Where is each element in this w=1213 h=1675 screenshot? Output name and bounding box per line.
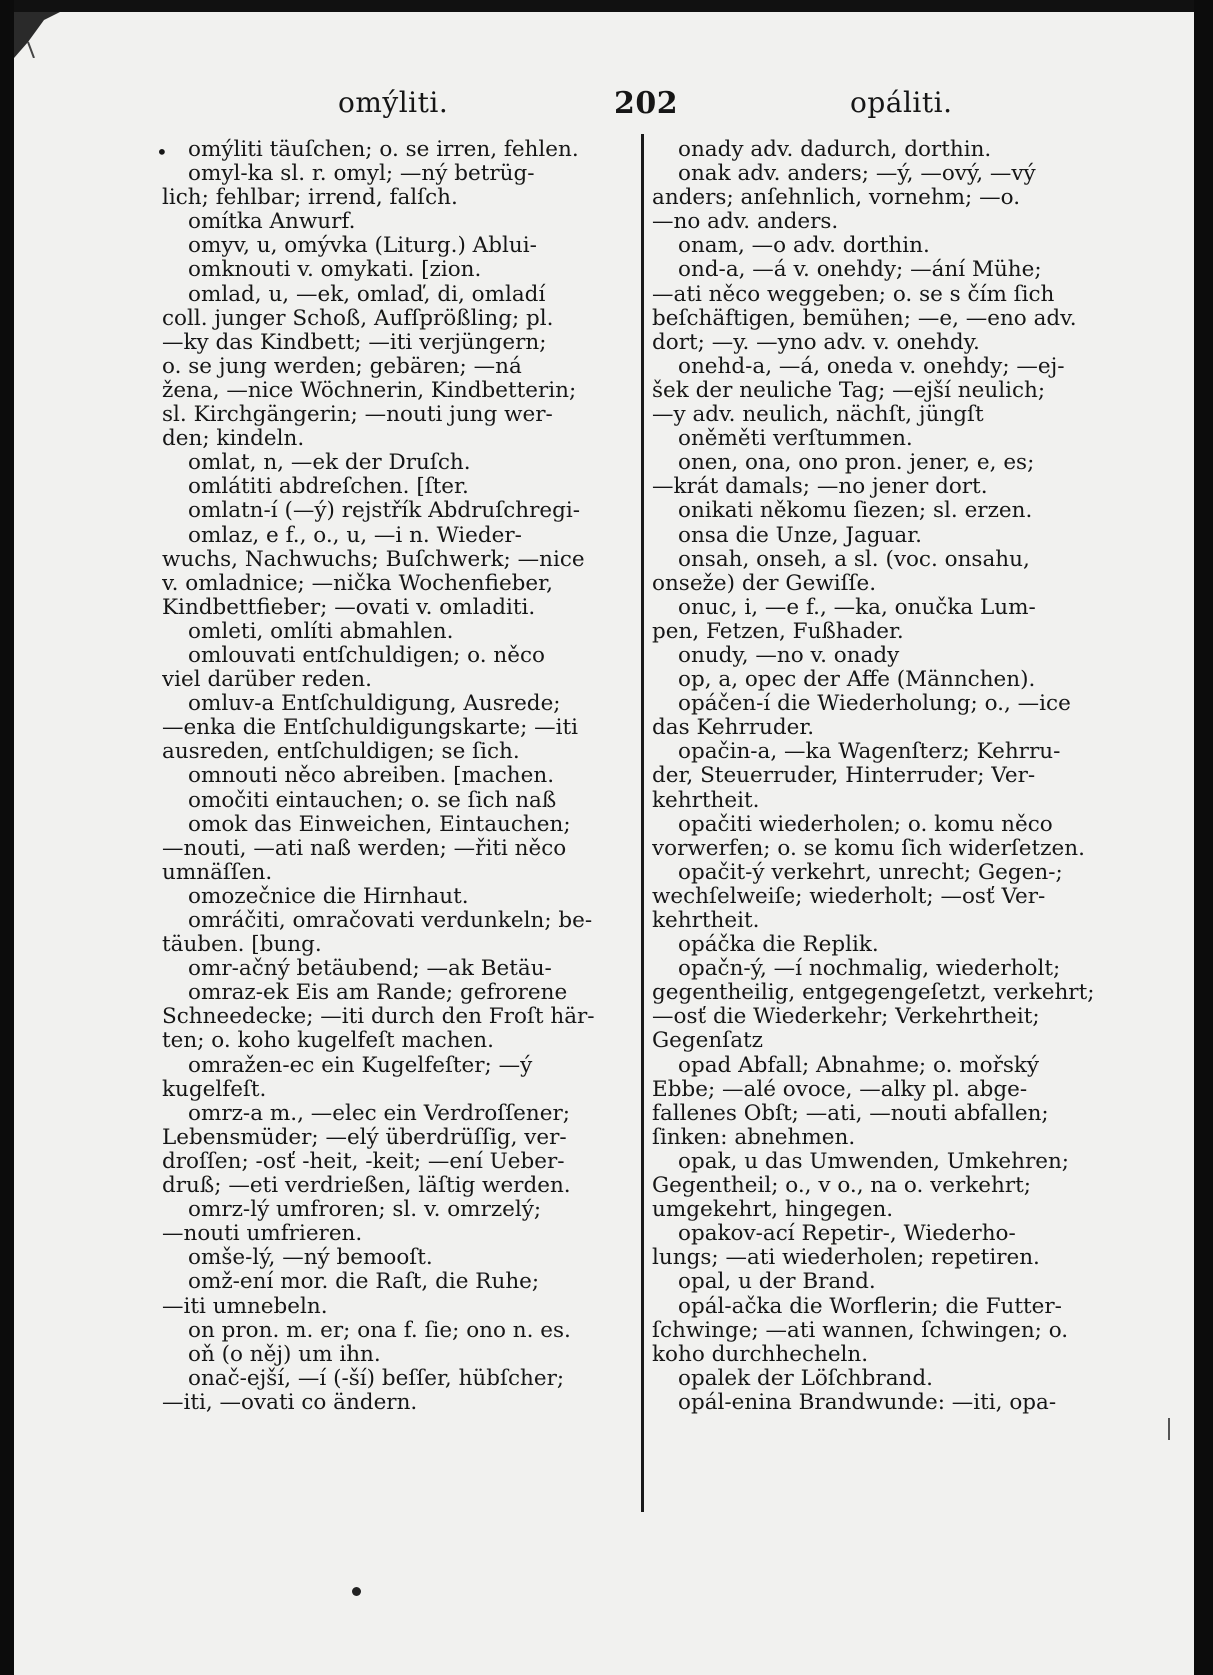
- column-divider: [641, 134, 644, 1512]
- entry-line: opad Abfall; Abnahme; o. mořský: [678, 1053, 1040, 1078]
- entry-line: dort; —y. —yno adv. v. onehdy.: [652, 330, 980, 355]
- entry-line: onady adv. dadurch, dorthin.: [678, 138, 992, 162]
- entry-line: opačiti wiederholen; o. komu něco: [678, 812, 1053, 837]
- entry-line: coll. junger Schoß, Aufſprößling; pl.: [162, 306, 554, 331]
- entry-line: opal, u der Brand.: [678, 1270, 876, 1295]
- entry-line: anders; anſehnlich, vornehm; —o.: [652, 186, 1021, 211]
- entry-line: onsah, onseh, a sl. (voc. onsahu,: [678, 547, 1030, 572]
- entry-line: omýliti täuſchen; o. se irren, fehlen.: [188, 138, 579, 162]
- entry-line: —y adv. neulich, nächſt, jüngſt: [652, 403, 984, 428]
- entry-line: omráčiti, omračovati verdunkeln; be-: [188, 909, 593, 933]
- entry-line: omyl-ka sl. r. omyl; —ný betrüg-: [188, 162, 535, 187]
- entry-line: omše-lý, —ný bemooſt.: [188, 1246, 433, 1271]
- entry-line: omrz-lý umfroren; sl. v. omrzelý;: [188, 1198, 542, 1223]
- entry-line: omlad, u, —ek, omlaď, di, omladí: [188, 282, 546, 307]
- entry-line: šek der neuliche Tag; —ejší neulich;: [652, 378, 1046, 403]
- entry-line: —ky das Kindbett; —iti verjüngern;: [162, 330, 547, 355]
- entry-line: gegentheilig, entgegengeſetzt, verkehrt;: [652, 981, 1095, 1006]
- entry-line: wuchs, Nachwuchs; Buſchwerk; —nice: [162, 547, 585, 572]
- entry-line: omraz-ek Eis am Rande; gefrorene: [188, 981, 568, 1006]
- entry-line: kehrtheit.: [652, 909, 760, 933]
- entry-line: pen, Fetzen, Fußhader.: [652, 619, 904, 644]
- scan-border-left: [0, 0, 14, 1675]
- entry-line: kugelfeſt.: [162, 1077, 267, 1102]
- entry-line: omlatn-í (—ý) rejstřík Abdruſchregi-: [188, 499, 581, 524]
- entry-line: opak, u das Umwenden, Umkehren;: [678, 1149, 1070, 1174]
- margin-bullet-mark: •: [156, 140, 168, 164]
- entry-line: omozečnice die Hirnhaut.: [188, 884, 469, 909]
- entry-line: ausreden, entſchuldigen; se ſich.: [162, 740, 520, 765]
- entry-line: ten; o. koho kugelfeſt machen.: [162, 1029, 494, 1054]
- entry-line: druß; —eti verdrießen, läſtig werden.: [162, 1174, 571, 1199]
- entry-line: —iti umnebeln.: [162, 1294, 328, 1319]
- entry-line: —iti, —ovati co ändern.: [162, 1390, 418, 1415]
- entry-line: —enka die Entſchuldigungskarte; —iti: [162, 716, 579, 741]
- entry-line: onač-ejší, —í (-ší) beſſer, hübſcher;: [188, 1366, 565, 1391]
- entry-line: omleti, omlíti abmahlen.: [188, 619, 454, 644]
- entry-line: opačn-ý, —í nochmalig, wiederholt;: [678, 957, 1061, 982]
- entry-line: onikati někomu ſiezen; sl. erzen.: [678, 499, 1033, 524]
- entry-line: omlouvati entſchuldigen; o. něco: [188, 643, 545, 668]
- entry-line: beſchäftigen, bemühen; —e, —eno adv.: [652, 306, 1077, 331]
- entry-line: omnouti něco abreiben. [machen.: [188, 764, 555, 789]
- entry-line: fallenes Obſt; —ati, —nouti abfallen;: [652, 1101, 1049, 1126]
- entry-line: opačin-a, —ka Wagenſterz; Kehrru-: [678, 740, 1061, 765]
- entry-line: onsa die Unze, Jaguar.: [678, 523, 922, 548]
- entry-line: oněměti verſtummen.: [678, 427, 913, 452]
- entry-line: umgekehrt, hingegen.: [652, 1198, 894, 1223]
- entry-line: omlat, n, —ek der Druſch.: [188, 451, 471, 476]
- entry-line: opáčen-í die Wiederholung; o., —ice: [678, 692, 1071, 717]
- entry-line: Schneedecke; —iti durch den Froſt här-: [162, 1005, 595, 1030]
- entry-line: omrz-a m., —elec ein Verdroſſener;: [188, 1101, 570, 1126]
- entry-line: kehrtheit.: [652, 788, 760, 813]
- entry-line: omražen-ec ein Kugelfeſter; —ý: [188, 1053, 533, 1078]
- entry-line: omlátiti abdreſchen. [ſter.: [188, 475, 469, 500]
- entry-line: droſſen; -osť -heit, -keit; —ení Ueber-: [162, 1149, 565, 1174]
- entry-line: —osť die Wiederkehr; Verkehrtheit;: [652, 1005, 1040, 1030]
- page-dot-mark: [352, 1587, 361, 1596]
- entry-line: opakov-ací Repetir-, Wiederho-: [678, 1222, 1016, 1247]
- entry-line: v. omladnice; —nička Wochenfieber,: [162, 571, 553, 596]
- page-number: 202: [614, 86, 679, 121]
- entry-line: opalek der Löſchbrand.: [678, 1366, 933, 1391]
- entry-line: ſinken: abnehmen.: [652, 1125, 856, 1150]
- entry-line: —nouti umfrieren.: [162, 1222, 363, 1247]
- entry-line: omr-ačný betäubend; —ak Betäu-: [188, 957, 552, 982]
- running-header: [0, 86, 1213, 130]
- entry-line: lungs; —ati wiederholen; repetiren.: [652, 1246, 1040, 1271]
- entry-line: onam, —o adv. dorthin.: [678, 234, 930, 259]
- entry-line: umnäſſen.: [162, 860, 273, 885]
- entry-line: —no adv. anders.: [652, 210, 839, 235]
- margin-pencil-mark: [1168, 1418, 1170, 1440]
- entry-line: den; kindeln.: [162, 427, 305, 452]
- entry-line: sl. Kirchgängerin; —nouti jung wer-: [162, 403, 553, 428]
- entry-line: žena, —nice Wöchnerin, Kindbetterin;: [162, 378, 577, 403]
- entry-line: omluv-a Entſchuldigung, Ausrede;: [188, 692, 561, 717]
- entry-line: op, a, opec der Affe (Männchen).: [678, 668, 1036, 693]
- entry-line: omyv, u, omývka (Liturg.) Ablui-: [188, 234, 537, 259]
- entry-line: Gegentheil; o., v o., na o. verkehrt;: [652, 1174, 1032, 1199]
- entry-line: onudy, —no v. onady: [678, 643, 900, 668]
- scan-border-right: [1194, 0, 1213, 1675]
- entry-line: lich; fehlbar; irrend, falſch.: [162, 186, 458, 211]
- entry-line: onseže) der Gewiſſe.: [652, 571, 877, 596]
- entry-line: Gegenſatz: [652, 1029, 763, 1054]
- entry-line: Kindbettfieber; —ovati v. omladiti.: [162, 595, 536, 620]
- header-first-word: omýliti.: [338, 86, 449, 119]
- scan-border-top: [0, 0, 1213, 12]
- entry-line: Lebensmüder; —elý überdrüſſig, ver-: [162, 1125, 567, 1150]
- entry-line: onuc, i, —e f., —ka, onučka Lum-: [678, 595, 1036, 620]
- entry-line: —ati něco weggeben; o. se s čím ſich: [652, 282, 1055, 307]
- entry-line: Ebbe; —alé ovoce, —alky pl. abge-: [652, 1077, 1028, 1102]
- entry-line: oň (o něj) um ihn.: [188, 1342, 381, 1367]
- entry-line: opačit-ý verkehrt, unrecht; Gegen-;: [678, 860, 1063, 885]
- right-column: [652, 138, 1124, 1415]
- entry-line: wechſelweiſe; wiederholt; —osť Ver-: [652, 884, 1046, 909]
- entry-line: ond-a, —á v. onehdy; —ání Mühe;: [678, 258, 1042, 283]
- entry-line: koho durchhecheln.: [652, 1342, 869, 1367]
- entry-line: omknouti v. omykati. [zion.: [188, 258, 482, 283]
- entry-line: omž-ení mor. die Raſt, die Ruhe;: [188, 1270, 540, 1295]
- header-last-word: opáliti.: [850, 86, 953, 119]
- entry-line: der, Steuerruder, Hinterruder; Ver-: [652, 764, 1036, 789]
- entry-line: viel darüber reden.: [162, 668, 372, 693]
- entry-line: onen, ona, ono pron. jener, e, es;: [678, 451, 1035, 476]
- left-column: [162, 138, 638, 1415]
- entry-line: ſchwinge; —ati wannen, ſchwingen; o.: [652, 1318, 1069, 1343]
- entry-line: o. se jung werden; gebären; —ná: [162, 354, 522, 379]
- entry-line: on pron. m. er; ona f. ſie; ono n. es.: [188, 1318, 571, 1343]
- entry-line: —krát damals; —no jener dort.: [652, 475, 988, 500]
- entry-line: opáčka die Replik.: [678, 933, 879, 958]
- entry-line: omok das Einweichen, Eintauchen;: [188, 812, 571, 837]
- page-corner-fold-icon: [14, 12, 60, 58]
- entry-line: täuben. [bung.: [162, 933, 322, 958]
- entry-line: omlaz, e f., o., u, —i n. Wieder-: [188, 523, 522, 548]
- entry-line: opál-enina Brandwunde: —iti, opa-: [678, 1390, 1057, 1415]
- entry-line: das Kehrruder.: [652, 716, 815, 741]
- entry-line: onak adv. anders; —ý, —ový, —vý: [678, 162, 1036, 187]
- entry-line: omítka Anwurf.: [188, 210, 356, 235]
- entry-line: onehd-a, —á, oneda v. onehdy; —ej-: [678, 354, 1065, 379]
- entry-line: —nouti, —ati naß werden; —řiti něco: [162, 836, 567, 861]
- entry-line: omočiti eintauchen; o. se ſich naß: [188, 788, 557, 813]
- entry-line: vorwerfen; o. se komu ſich widerſetzen.: [652, 836, 1085, 861]
- entry-line: opál-ačka die Worflerin; die Futter-: [678, 1294, 1062, 1319]
